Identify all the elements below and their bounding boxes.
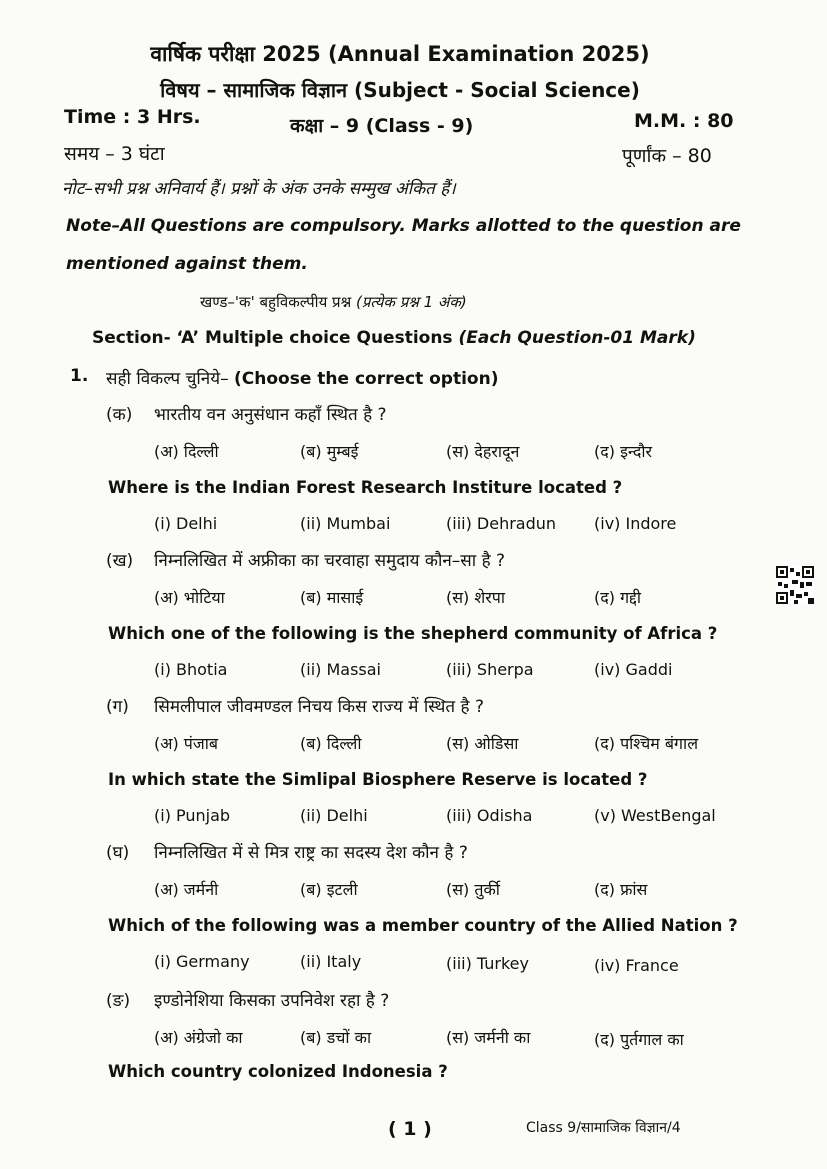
option-hi-d: (द) पुर्तगाल का: [594, 1030, 684, 1049]
option-en-i: (i) Delhi: [154, 514, 218, 533]
question-prompt-en: (Choose the correct option): [234, 369, 499, 389]
option-hi-b: (ब) मासाई: [300, 588, 364, 607]
class-label: कक्षा – 9 (Class - 9): [290, 115, 474, 137]
option-hi-d: (द) इन्दौर: [594, 442, 653, 461]
time-hi: समय – 3 घंटा: [64, 143, 165, 165]
section-en-marks: (Each Question-01 Mark): [458, 328, 696, 348]
section-heading-hindi: [200, 292, 467, 312]
subquestion-kha-en: Which one of the following is the shepherd community of Africa ?: [108, 624, 718, 643]
option-en-i: (i) Punjab: [154, 806, 231, 825]
option-en-ii: (ii) Massai: [300, 660, 381, 679]
question-number: 1.: [70, 366, 89, 386]
option-en-iv: (iv) France: [594, 956, 679, 975]
time-en: Time : 3 Hrs.: [64, 106, 201, 128]
exam-title: वार्षिक परीक्षा 2025 (Annual Examination 2025): [150, 42, 650, 66]
qr-code-icon: [776, 566, 814, 604]
option-hi-c: (स) शेरपा: [446, 588, 506, 607]
option-hi-a: (अ) भोटिया: [154, 588, 225, 607]
subquestion-nga-hi: [106, 988, 389, 1011]
paper-code: Class 9/सामाजिक विज्ञान/4: [526, 1120, 681, 1136]
option-hi-c: (स) ओडिसा: [446, 734, 519, 753]
max-marks-en: M.M. : 80: [634, 110, 734, 132]
subquestion-label: (ख): [106, 551, 134, 571]
section-hi-main: खण्ड–'क' बहुविकल्पीय प्रश्न: [200, 293, 352, 311]
option-hi-a: (अ) जर्मनी: [154, 880, 219, 899]
option-hi-c: (स) तुर्की: [446, 880, 500, 899]
subquestion-gha-hi: [106, 840, 468, 863]
section-en-main: Section- ‘A’ Multiple choice Questions: [92, 328, 453, 348]
note-english-line1: Note–All Questions are compulsory. Marks allotted to the question are: [66, 216, 741, 236]
subquestion-ka-en: Where is the Indian Forest Research Institure located ?: [108, 478, 623, 497]
subquestion-text-hi: इण्डोनेशिया किसका उपनिवेश रहा है ?: [154, 991, 390, 1011]
note-english-line2: mentioned against them.: [66, 254, 308, 274]
subquestion-kha-hi: [106, 548, 505, 571]
option-en-iii: (iii) Turkey: [446, 954, 529, 973]
option-en-ii: (ii) Italy: [300, 952, 362, 971]
option-hi-d: (द) फ्रांस: [594, 880, 648, 899]
option-hi-a: (अ) दिल्ली: [154, 442, 219, 461]
option-en-ii: (ii) Delhi: [300, 806, 368, 825]
option-hi-b: (ब) डचों का: [300, 1028, 372, 1047]
option-hi-c: (स) देहरादून: [446, 442, 520, 461]
subquestion-text-hi: निम्नलिखित में अफ्रीका का चरवाहा समुदाय कौन–सा है ?: [154, 551, 506, 571]
option-hi-d: (द) गद्दी: [594, 588, 641, 607]
option-hi-b: (ब) मुम्बई: [300, 442, 359, 461]
question-prompt-hi: सही विकल्प चुनिये–: [106, 369, 229, 389]
subject-line: विषय – सामाजिक विज्ञान (Subject - Social Science): [160, 78, 640, 102]
subquestion-nga-en: Which country colonized Indonesia ?: [108, 1062, 448, 1081]
option-en-iii: (iii) Sherpa: [446, 660, 534, 679]
option-hi-b: (ब) इटली: [300, 880, 358, 899]
max-marks-hi: पूर्णांक – 80: [622, 145, 712, 167]
subquestion-text-hi: भारतीय वन अनुसंधान कहाँ स्थित है ?: [154, 405, 387, 425]
subquestion-label: (क): [106, 405, 133, 425]
option-en-ii: (ii) Mumbai: [300, 514, 391, 533]
subquestion-label: (ङ): [106, 991, 131, 1011]
option-hi-a: (अ) पंजाब: [154, 734, 219, 753]
option-en-iii: (iii) Odisha: [446, 806, 533, 825]
subquestion-label: (ग): [106, 697, 129, 717]
option-hi-c: (स) जर्मनी का: [446, 1028, 531, 1047]
section-hi-marks: (प्रत्येक प्रश्न 1 अंक): [355, 293, 467, 311]
option-en-iv: (iv) Gaddi: [594, 660, 673, 679]
option-en-i: (i) Germany: [154, 952, 250, 971]
subquestion-ga-en: In which state the Simlipal Biosphere Reserve is located ?: [108, 770, 648, 789]
question-prompt: [106, 366, 498, 389]
subquestion-ka-hi: [106, 402, 387, 425]
subquestion-label: (घ): [106, 843, 130, 863]
option-en-iv: (iv) Indore: [594, 514, 677, 533]
option-hi-a: (अ) अंग्रेजो का: [154, 1028, 243, 1047]
option-en-i: (i) Bhotia: [154, 660, 228, 679]
option-en-iii: (iii) Dehradun: [446, 514, 557, 533]
subquestion-gha-en: Which of the following was a member country of the Allied Nation ?: [108, 916, 738, 935]
section-heading-english: [92, 328, 696, 348]
subquestion-text-hi: निम्नलिखित में से मित्र राष्ट्र का सदस्य देश कौन है ?: [154, 843, 468, 863]
option-hi-d: (द) पश्चिम बंगाल: [594, 734, 699, 753]
subquestion-text-hi: सिमलीपाल जीवमण्डल निचय किस राज्य में स्थित है ?: [154, 697, 484, 717]
option-en-iv: (v) WestBengal: [594, 806, 716, 825]
note-hindi: नोट–सभी प्रश्न अनिवार्य हैं। प्रश्नों के अंक उनके सम्मुख अंकित हैं।: [62, 179, 456, 199]
subquestion-ga-hi: [106, 694, 484, 717]
option-hi-b: (ब) दिल्ली: [300, 734, 362, 753]
page-number: ( 1 ): [388, 1118, 432, 1140]
